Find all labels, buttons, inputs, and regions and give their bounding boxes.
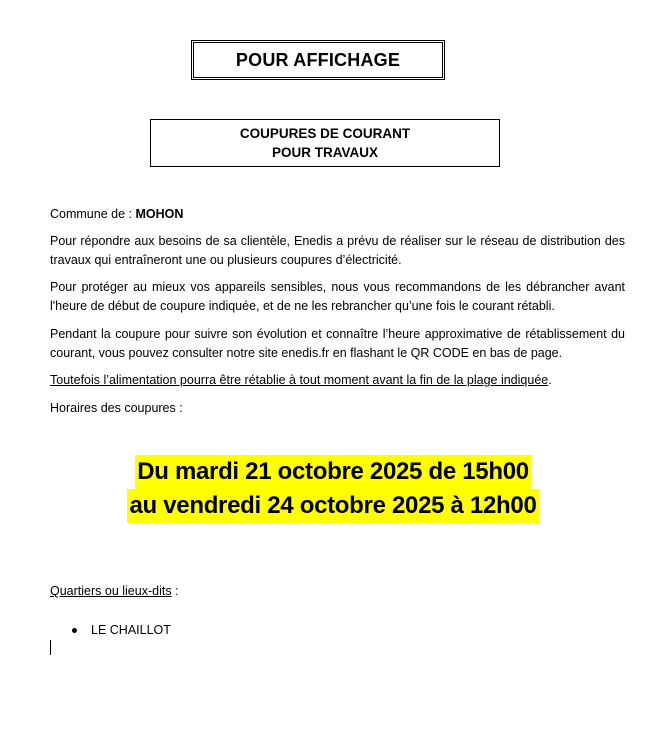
quartiers-suffix: : — [171, 584, 179, 598]
paragraph-follow-up: Pendant la coupure pour suivre son évolution et connaître l’heure approximative de rétablissement du courant, vous pouvez consulter notre site enedis.fr en flashant le QR CODE en bas de page. — [50, 327, 625, 360]
schedule-heading: Horaires des coupures : — [50, 401, 183, 415]
commune-label: Commune de : — [50, 207, 136, 221]
quartiers-heading — [50, 582, 179, 601]
schedule-highlight — [0, 455, 666, 523]
schedule-start: Du mardi 21 octobre 2025 de 15h00 — [135, 455, 531, 489]
quartiers-label: Quartiers ou lieux-dits — [50, 584, 172, 598]
notice-subtitle-line2: POUR TRAVAUX — [271, 145, 378, 160]
notice-subtitle-box — [150, 119, 500, 167]
notice-subtitle-line1: COUPURES DE COURANT — [239, 126, 411, 141]
notice-title: POUR AFFICHAGE — [235, 49, 401, 70]
paragraph-warning-text: Toutefois l’alimentation pourra être rétablie à tout moment avant la fin de la plage indiquée — [50, 373, 549, 387]
quartier-name: LE CHAILLOT — [91, 623, 171, 637]
paragraph-protection: Pour protéger au mieux vos appareils sensibles, nous vous recommandons de les débrancher avant l'heure de début de coupure indiquée, et de ne les rebrancher qu’une fois le courant rétabli. — [50, 280, 625, 313]
schedule-end: au vendredi 24 octobre 2025 à 12h00 — [127, 489, 538, 523]
paragraph-warning — [50, 371, 625, 390]
commune-line — [50, 205, 625, 224]
commune-name: MOHON — [135, 207, 184, 221]
notice-title-box — [191, 40, 445, 80]
text-cursor — [50, 640, 51, 655]
list-item — [72, 621, 171, 640]
quartiers-list — [72, 621, 171, 640]
bullet-icon — [72, 628, 77, 633]
paragraph-warning-end: . — [548, 373, 552, 387]
paragraph-intro: Pour répondre aux besoins de sa clientèle, Enedis a prévu de réaliser sur le réseau de distribution des travaux qui entraîneront une ou plusieurs coupures d’électricité. — [50, 234, 625, 267]
